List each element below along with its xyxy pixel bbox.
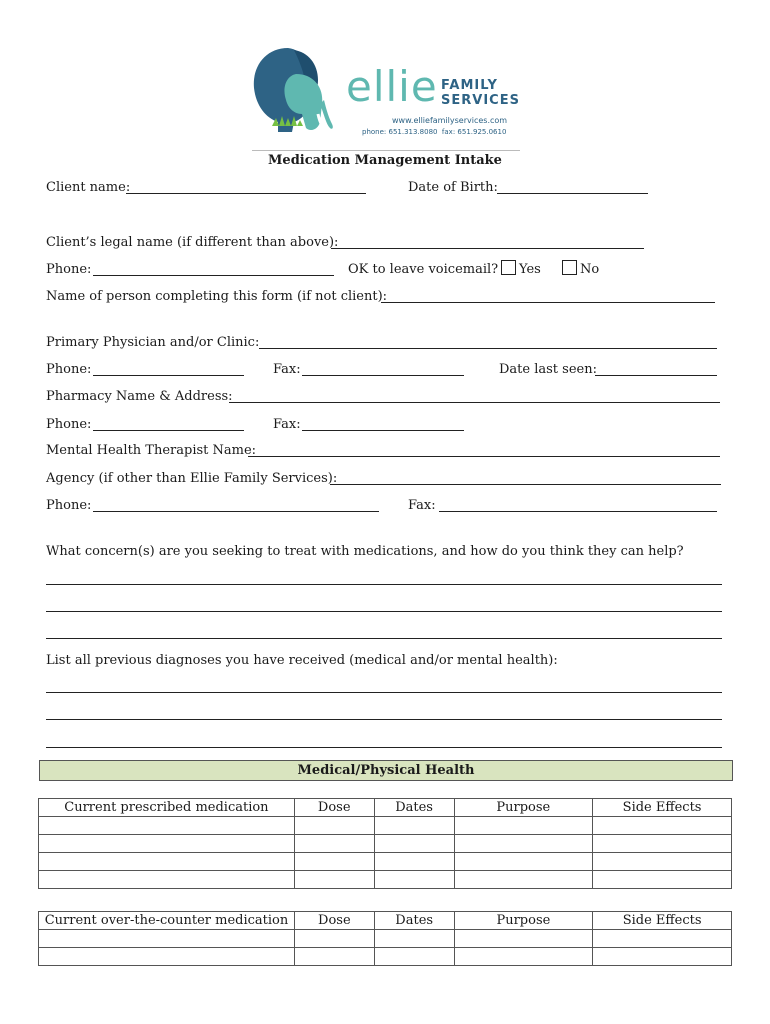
table-cell[interactable] [39,817,295,835]
physician-field[interactable] [259,348,717,349]
completer-field[interactable] [381,302,715,303]
prescribed-medication-table [38,798,732,889]
column-header: Dates [374,912,454,930]
table-cell[interactable] [593,930,732,948]
table-cell[interactable] [39,853,295,871]
table-cell[interactable] [454,871,593,889]
logo-contact: phone: 651.313.8080 fax: 651.925.0610 [362,128,507,136]
table-cell[interactable] [454,948,593,966]
table-cell[interactable] [454,835,593,853]
logo-family: FAMILY [441,78,498,93]
voicemail-label: OK to leave voicemail? [348,262,499,277]
completer-label: Name of person completing this form (if not client): [46,289,388,304]
table-cell[interactable] [294,835,374,853]
table-cell[interactable] [294,853,374,871]
dob-field[interactable] [497,193,648,194]
diagnoses-answer-line[interactable] [46,692,722,693]
table-row [39,853,732,871]
table-cell[interactable] [294,930,374,948]
pharmacy-phone-field[interactable] [93,430,244,431]
diagnoses-answer-line[interactable] [46,747,722,748]
table-row [39,871,732,889]
agency-fax-label: Fax: [408,498,436,513]
diagnoses-question: List all previous diagnoses you have received (medical and/or mental health): [46,653,558,668]
voicemail-no-label: No [580,262,600,277]
table-cell[interactable] [454,930,593,948]
agency-fax-field[interactable] [439,511,717,512]
pharmacy-label: Pharmacy Name & Address: [46,389,233,404]
physician-fax-field[interactable] [302,375,464,376]
physician-fax-label: Fax: [273,362,301,377]
column-header: Dose [294,799,374,817]
table-cell[interactable] [593,853,732,871]
table-row [39,817,732,835]
table-cell[interactable] [374,817,454,835]
table-cell[interactable] [39,930,295,948]
voicemail-yes-label: Yes [519,262,541,277]
column-header: Side Effects [593,912,732,930]
table-cell[interactable] [593,817,732,835]
physician-phone-field[interactable] [93,375,244,376]
agency-label: Agency (if other than Ellie Family Services): [46,471,338,486]
column-header: Dose [294,912,374,930]
concern-answer-line[interactable] [46,611,722,612]
table-cell[interactable] [593,871,732,889]
table-cell[interactable] [593,835,732,853]
table-cell[interactable] [374,930,454,948]
pharmacy-field[interactable] [229,402,720,403]
table-cell[interactable] [374,948,454,966]
column-header: Current prescribed medication [39,799,295,817]
pharmacy-fax-field[interactable] [302,430,464,431]
date-last-seen-field[interactable] [595,375,717,376]
physician-label: Primary Physician and/or Clinic: [46,335,260,350]
legal-name-field[interactable] [331,248,644,249]
voicemail-no-checkbox[interactable] [562,260,577,275]
legal-name-label: Client’s legal name (if different than above): [46,235,339,250]
column-header: Dates [374,799,454,817]
column-header: Purpose [454,799,593,817]
table-row [39,930,732,948]
dob-label: Date of Birth: [408,180,498,195]
table-cell[interactable] [294,871,374,889]
table-cell[interactable] [374,853,454,871]
column-header: Side Effects [593,799,732,817]
agency-phone-label: Phone: [46,498,92,513]
table-cell[interactable] [294,948,374,966]
date-last-seen-label: Date last seen: [499,362,597,377]
pharmacy-fax-label: Fax: [273,417,301,432]
therapist-field[interactable] [248,456,720,457]
table-header-row [39,912,732,930]
table-cell[interactable] [374,835,454,853]
otc-medication-table [38,911,732,966]
client-name-field[interactable] [126,193,366,194]
agency-phone-field[interactable] [93,511,379,512]
table-cell[interactable] [454,853,593,871]
logo [248,44,523,144]
table-cell[interactable] [39,871,295,889]
physician-phone-label: Phone: [46,362,92,377]
client-name-label: Client name: [46,180,131,195]
table-cell[interactable] [374,871,454,889]
client-phone-label: Phone: [46,262,92,277]
therapist-label: Mental Health Therapist Name: [46,443,257,458]
diagnoses-answer-line[interactable] [46,719,722,720]
pharmacy-phone-label: Phone: [46,417,92,432]
table-cell[interactable] [454,817,593,835]
client-phone-field[interactable] [93,275,334,276]
table-row [39,948,732,966]
form-title: Medication Management Intake [268,153,502,168]
logo-website: www.elliefamilyservices.com [392,116,508,125]
concern-answer-line[interactable] [46,584,722,585]
section-medical-physical-health: Medical/Physical Health [39,760,733,781]
voicemail-yes-checkbox[interactable] [501,260,516,275]
column-header: Current over-the-counter medication [39,912,295,930]
table-cell[interactable] [593,948,732,966]
logo-services: SERVICES [441,93,520,108]
table-header-row [39,799,732,817]
elephant-logo-icon [248,44,338,140]
logo-underline [252,150,520,151]
logo-brand: ellie [346,62,438,111]
table-row [39,835,732,853]
table-cell[interactable] [39,835,295,853]
concern-question: What concern(s) are you seeking to treat with medications, and how do you think they can help? [46,544,684,559]
column-header: Purpose [454,912,593,930]
agency-field[interactable] [330,484,721,485]
table-cell[interactable] [39,948,295,966]
table-cell[interactable] [294,817,374,835]
concern-answer-line[interactable] [46,638,722,639]
